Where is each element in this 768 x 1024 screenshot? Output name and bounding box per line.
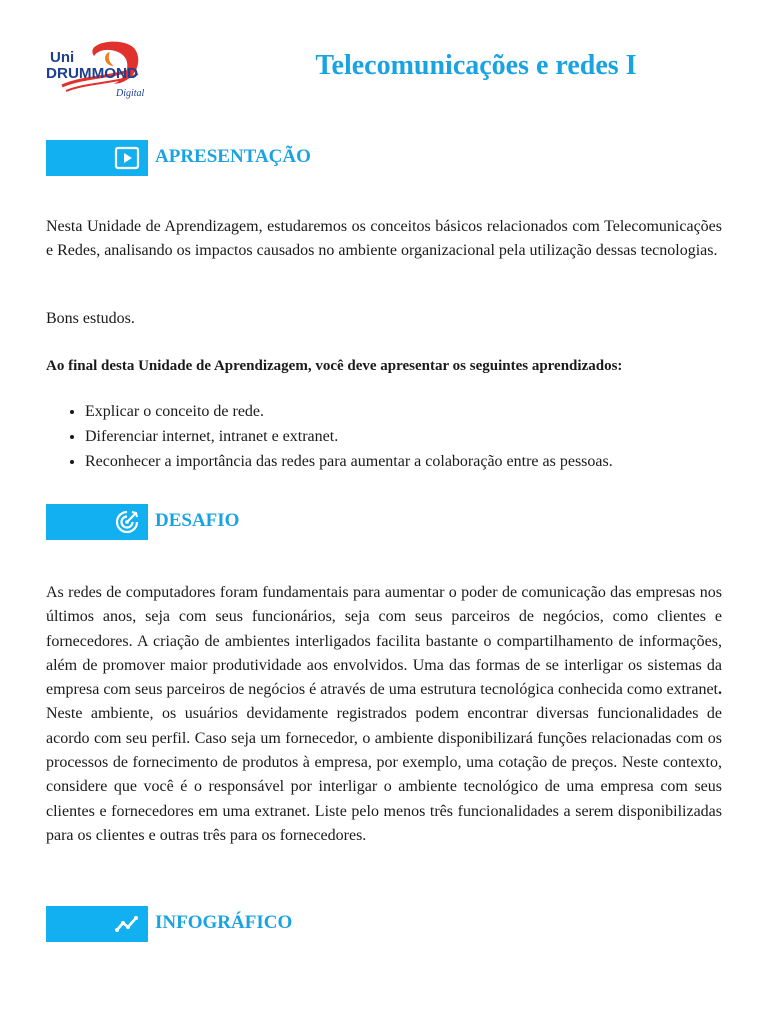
- list-item: • Explicar o conceito de rede.: [85, 399, 765, 424]
- intro-paragraph: Nesta Unidade de Aprendizagem, estudaremos os conceitos básicos relacionados com Telecomunicações e Redes, analisando os impactos causados no ambiente organizacional pela utilização dessas tecnologias.: [46, 218, 722, 260]
- svg-text:Uni: Uni: [50, 49, 75, 66]
- list-item: • Diferenciar internet, intranet e extranet.: [85, 424, 765, 449]
- unidrummond-logo: [44, 38, 154, 100]
- document-title: Telecomunicações e redes I: [315, 50, 637, 81]
- goals-list: [46, 399, 765, 474]
- challenge-text-part2: Neste ambiente, os usuários devidamente registrados podem encontrar diversas funcionalidades de acordo com seu perfil. Caso seja um fornecedor, o ambiente disponibilizará funções relacionadas com os processos de fornecimento de produtos à empresa, por exemplo, uma cotação de preços. Neste contexto, considere que você é o responsável por interligar o ambiente tecnológico de uma empresa com seus clientes e fornecedores em uma extranet. Liste pelo menos três funcionalidades a serem disponibilizadas para os clientes e outras três para os fornecedores.: [46, 705, 722, 844]
- list-item: • Reconhecer a importância das redes para aumentar a colaboração entre as pessoas.: [85, 449, 765, 474]
- target-icon: [114, 509, 140, 535]
- challenge-bold-period: .: [718, 681, 722, 699]
- closing-paragraph: Bons estudos.: [46, 310, 135, 327]
- section-header-desafio: [46, 504, 446, 540]
- section-title-apresentacao: APRESENTAÇÃO: [155, 146, 311, 167]
- svg-text:DRUMMOND: DRUMMOND: [46, 66, 138, 82]
- section-header-infografico: [46, 906, 446, 942]
- section-header-apresentacao: [46, 140, 446, 176]
- goals-heading: Ao final desta Unidade de Aprendizagem, você deve apresentar os seguintes aprendizados:: [46, 358, 623, 374]
- svg-text:Digital: Digital: [116, 88, 145, 99]
- challenge-text-part1: As redes de computadores foram fundamentais para aumentar o poder de comunicação das empresas nos últimos anos, seja com seus funcionários, seja com seus parceiros de negócios, como clientes e fornecedores. A criação de ambientes interligados facilita bastante o compartilhamento de informações, além de promover maior produtividade aos envolvidos. Uma das formas de se interligar os sistemas da empresa com seus parceiros de negócios é através de uma estrutura tecnológica conhecida como extranet: [46, 584, 722, 699]
- trend-line-icon: [114, 911, 140, 937]
- challenge-paragraph: [46, 581, 722, 848]
- play-icon: [114, 145, 140, 171]
- section-title-desafio: DESAFIO: [155, 510, 240, 531]
- section-title-infografico: INFOGRÁFICO: [155, 912, 293, 933]
